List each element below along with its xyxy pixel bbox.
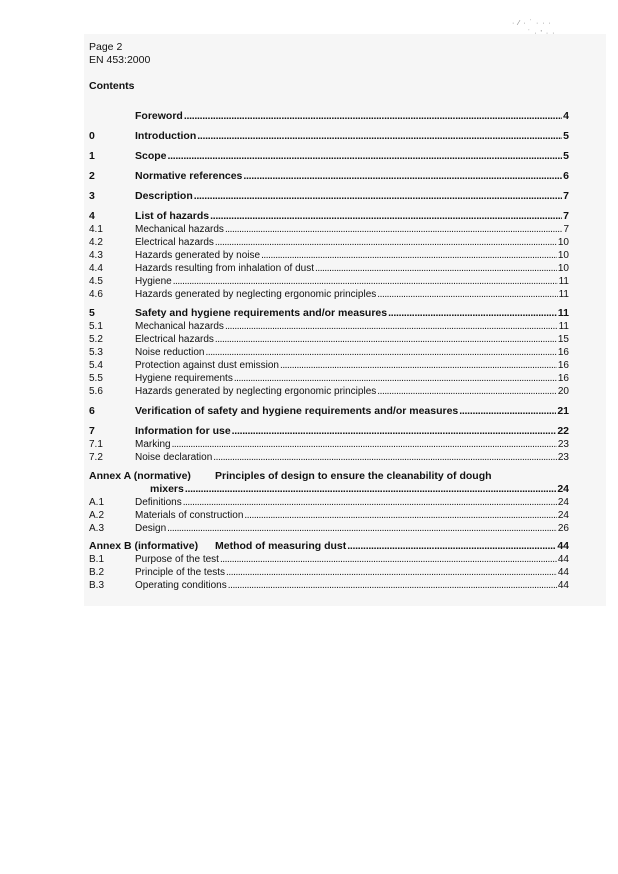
toc-entry-number: 4.2 bbox=[89, 237, 103, 248]
toc-dot-leader bbox=[234, 372, 557, 385]
annex-a-title-line1: Principles of design to ensure the cleanability of dough bbox=[215, 470, 492, 482]
toc-dot-leader bbox=[205, 346, 556, 359]
toc-entry-page: 11 bbox=[558, 276, 569, 287]
toc-entry-number: 5 bbox=[89, 307, 95, 319]
toc-entry bbox=[89, 275, 569, 288]
toc-entry-page: 24 bbox=[557, 497, 569, 508]
toc-entry bbox=[89, 451, 569, 464]
toc-entry-page: 11 bbox=[557, 307, 569, 319]
toc-entry-page: 26 bbox=[557, 523, 569, 534]
annex-a-label: Annex A (normative) bbox=[89, 470, 191, 482]
toc-entry-page: 16 bbox=[557, 360, 569, 371]
toc-dot-leader bbox=[197, 130, 562, 143]
toc-entry bbox=[89, 249, 569, 262]
toc-entry-number: 3 bbox=[89, 190, 95, 202]
toc-dot-leader bbox=[215, 236, 557, 249]
toc-entry-page: 11 bbox=[558, 289, 569, 300]
toc-entry-title: List of hazards bbox=[135, 210, 210, 222]
toc-dot-leader bbox=[183, 496, 557, 509]
toc-entry bbox=[89, 288, 569, 301]
toc-entry-number: 7 bbox=[89, 425, 95, 437]
toc-entry-page: 23 bbox=[557, 439, 569, 450]
toc-entry-number: 4 bbox=[89, 210, 95, 222]
toc-entry-number: A.1 bbox=[89, 497, 105, 508]
toc-entry bbox=[89, 346, 569, 359]
toc-entry-title: Introduction bbox=[135, 130, 197, 142]
toc-entry-title: Electrical hazards bbox=[135, 237, 214, 248]
toc-entry-number: 4.3 bbox=[89, 250, 103, 261]
toc-entry-number: 5.5 bbox=[89, 373, 103, 384]
toc-dot-leader bbox=[315, 262, 557, 275]
toc-entry-number: 5.4 bbox=[89, 360, 103, 371]
toc-dot-leader bbox=[261, 249, 557, 262]
toc-entry-number: 4.6 bbox=[89, 289, 103, 300]
toc-entry bbox=[89, 425, 569, 438]
toc-dot-leader bbox=[377, 288, 557, 301]
toc-entry-title: Information for use bbox=[135, 425, 231, 437]
toc-dot-leader bbox=[215, 333, 557, 346]
toc-entry-page: 20 bbox=[557, 386, 569, 397]
toc-entry-page: 7 bbox=[563, 210, 569, 222]
toc-dot-leader bbox=[220, 553, 557, 566]
toc-entry-title: Marking bbox=[135, 439, 171, 450]
toc-entry bbox=[89, 210, 569, 223]
toc-entry-title: Definitions bbox=[135, 497, 182, 508]
toc-entry-title: Materials of construction bbox=[135, 510, 244, 521]
toc-entry-page: 16 bbox=[557, 347, 569, 358]
toc-entry-title: Hygiene requirements bbox=[135, 373, 233, 384]
toc-entry-page: 10 bbox=[557, 263, 569, 274]
toc-entry bbox=[89, 150, 569, 163]
toc-entry-page: 24 bbox=[557, 483, 569, 495]
toc-dot-leader bbox=[228, 579, 557, 592]
toc-dot-leader bbox=[388, 307, 557, 320]
toc-entry-number: 5.3 bbox=[89, 347, 103, 358]
toc-entry-title: Principle of the tests bbox=[135, 567, 226, 578]
toc-entry-number: 5.6 bbox=[89, 386, 103, 397]
toc-entry-number: A.2 bbox=[89, 510, 105, 521]
toc-entry-page: 44 bbox=[557, 567, 569, 578]
toc-entry-title: Hazards generated by noise bbox=[135, 250, 261, 261]
toc-entry bbox=[89, 223, 569, 236]
toc-dot-leader bbox=[459, 405, 556, 418]
toc-dot-leader bbox=[232, 425, 557, 438]
toc-entry-title: mixers bbox=[150, 483, 184, 495]
toc-dot-leader bbox=[210, 210, 562, 223]
toc-entry bbox=[89, 130, 569, 143]
toc-entry-number: 0 bbox=[89, 130, 95, 142]
annex-b-label: Annex B (informative) bbox=[89, 540, 199, 552]
toc-entry-page: 10 bbox=[557, 250, 569, 261]
standard-id: EN 453:2000 bbox=[89, 54, 151, 66]
toc-entry-title: Scope bbox=[135, 150, 167, 162]
toc-entry-title: Normative references bbox=[135, 170, 243, 182]
toc-entry bbox=[89, 320, 569, 333]
annex-a-heading-continued bbox=[89, 483, 569, 496]
toc-entry-page: 44 bbox=[557, 554, 569, 565]
toc-entry-title: Hygiene bbox=[135, 276, 172, 287]
toc-entry-number: 1 bbox=[89, 150, 95, 162]
toc-entry-title: Electrical hazards bbox=[135, 334, 214, 345]
toc-dot-leader bbox=[243, 170, 562, 183]
toc-entry-page: 4 bbox=[563, 110, 569, 122]
toc-entry-title: Verification of safety and hygiene requirements and/or measures bbox=[135, 405, 459, 417]
toc-entry bbox=[89, 372, 569, 385]
annex-b-page: 44 bbox=[557, 540, 569, 552]
toc-entry-page: 5 bbox=[563, 150, 569, 162]
toc-entry bbox=[89, 236, 569, 249]
toc-entry-number: B.1 bbox=[89, 554, 105, 565]
toc-dot-leader bbox=[225, 223, 563, 236]
toc-dot-leader bbox=[280, 359, 557, 372]
toc-entry-number: B.2 bbox=[89, 567, 105, 578]
toc-entry bbox=[89, 553, 569, 566]
toc-entry-number: B.3 bbox=[89, 580, 105, 591]
toc-entry-number: 4.1 bbox=[89, 224, 103, 235]
contents-heading: Contents bbox=[89, 80, 135, 92]
toc-entry-number: 2 bbox=[89, 170, 95, 182]
toc-entry-number: 7.2 bbox=[89, 452, 103, 463]
toc-entry-page: 21 bbox=[557, 405, 569, 417]
toc-entry bbox=[89, 522, 569, 535]
toc-entry bbox=[89, 405, 569, 418]
toc-entry-title: Hazards resulting from inhalation of dust bbox=[135, 263, 314, 274]
toc-entry-number: 7.1 bbox=[89, 439, 103, 450]
toc-entry-number: 5.1 bbox=[89, 321, 103, 332]
toc-entry bbox=[89, 307, 569, 320]
toc-entry bbox=[89, 385, 569, 398]
toc-entry-page: 15 bbox=[557, 334, 569, 345]
toc-entry bbox=[89, 509, 569, 522]
toc-entry-number: 4.5 bbox=[89, 276, 103, 287]
toc-dot-leader bbox=[172, 438, 557, 451]
toc-dot-leader bbox=[213, 451, 557, 464]
page-number: Page 2 bbox=[89, 41, 123, 53]
toc-entry bbox=[89, 496, 569, 509]
toc-dot-leader bbox=[167, 522, 557, 535]
toc-entry-title: Operating conditions bbox=[135, 580, 227, 591]
toc-entry-page: 24 bbox=[557, 510, 569, 521]
toc-entry-number: 5.2 bbox=[89, 334, 103, 345]
toc-entry bbox=[89, 359, 569, 372]
toc-entry-page: 5 bbox=[563, 130, 569, 142]
toc-dot-leader bbox=[168, 150, 563, 163]
toc-entry bbox=[89, 262, 569, 275]
toc-entry bbox=[89, 579, 569, 592]
toc-entry bbox=[89, 170, 569, 183]
toc-entry-title: Noise declaration bbox=[135, 452, 213, 463]
toc-entry-page: 22 bbox=[557, 425, 569, 437]
toc-entry-page: 23 bbox=[557, 452, 569, 463]
toc-dot-leader bbox=[347, 540, 556, 553]
toc-entry-number: 4.4 bbox=[89, 263, 103, 274]
page-header bbox=[89, 41, 150, 67]
toc-entry-title: Hazards generated by neglecting ergonomic principles bbox=[135, 289, 377, 300]
toc-entry-title: Protection against dust emission bbox=[135, 360, 279, 371]
toc-dot-leader bbox=[244, 509, 556, 522]
toc-dot-leader bbox=[194, 190, 562, 203]
toc-dot-leader bbox=[377, 385, 557, 398]
toc-entry-title: Hazards generated by neglecting ergonomic principles bbox=[135, 386, 377, 397]
toc-dot-leader bbox=[173, 275, 558, 288]
toc-entry-page: 44 bbox=[557, 580, 569, 591]
toc-entry-page: 10 bbox=[557, 237, 569, 248]
toc-entry-title: Mechanical hazards bbox=[135, 321, 224, 332]
toc-entry-number: A.3 bbox=[89, 523, 105, 534]
toc-entry-title: Design bbox=[135, 523, 167, 534]
toc-entry-page: 11 bbox=[558, 321, 569, 332]
toc-entry-page: 6 bbox=[563, 170, 569, 182]
toc-dot-leader bbox=[225, 320, 558, 333]
toc-entry-page: 7 bbox=[563, 224, 569, 235]
toc-entry-title: Foreword bbox=[135, 110, 183, 122]
scan-noise-mark: · ⁄ · ˙ · · · bbox=[512, 20, 552, 27]
toc-entry-number: 6 bbox=[89, 405, 95, 417]
annex-b-heading bbox=[89, 540, 569, 553]
toc-dot-leader bbox=[185, 483, 556, 496]
toc-entry-title: Purpose of the test bbox=[135, 554, 219, 565]
toc-dot-leader bbox=[184, 110, 562, 123]
toc-entry bbox=[89, 333, 569, 346]
annex-b-title: Method of measuring dust bbox=[215, 540, 347, 552]
toc-entry-title: Mechanical hazards bbox=[135, 224, 224, 235]
toc-entry bbox=[89, 110, 569, 123]
toc-entry-page: 7 bbox=[563, 190, 569, 202]
toc-entry bbox=[89, 566, 569, 579]
toc-entry-title: Description bbox=[135, 190, 193, 202]
toc-entry bbox=[89, 438, 569, 451]
toc-dot-leader bbox=[226, 566, 557, 579]
table-of-contents bbox=[89, 110, 569, 592]
toc-entry-title: Safety and hygiene requirements and/or measures bbox=[135, 307, 388, 319]
toc-entry bbox=[89, 190, 569, 203]
scan-noise-mark: ˙ · ' · · bbox=[528, 30, 556, 37]
annex-a-heading bbox=[89, 470, 569, 483]
toc-entry-title: Noise reduction bbox=[135, 347, 205, 358]
toc-entry-page: 16 bbox=[557, 373, 569, 384]
